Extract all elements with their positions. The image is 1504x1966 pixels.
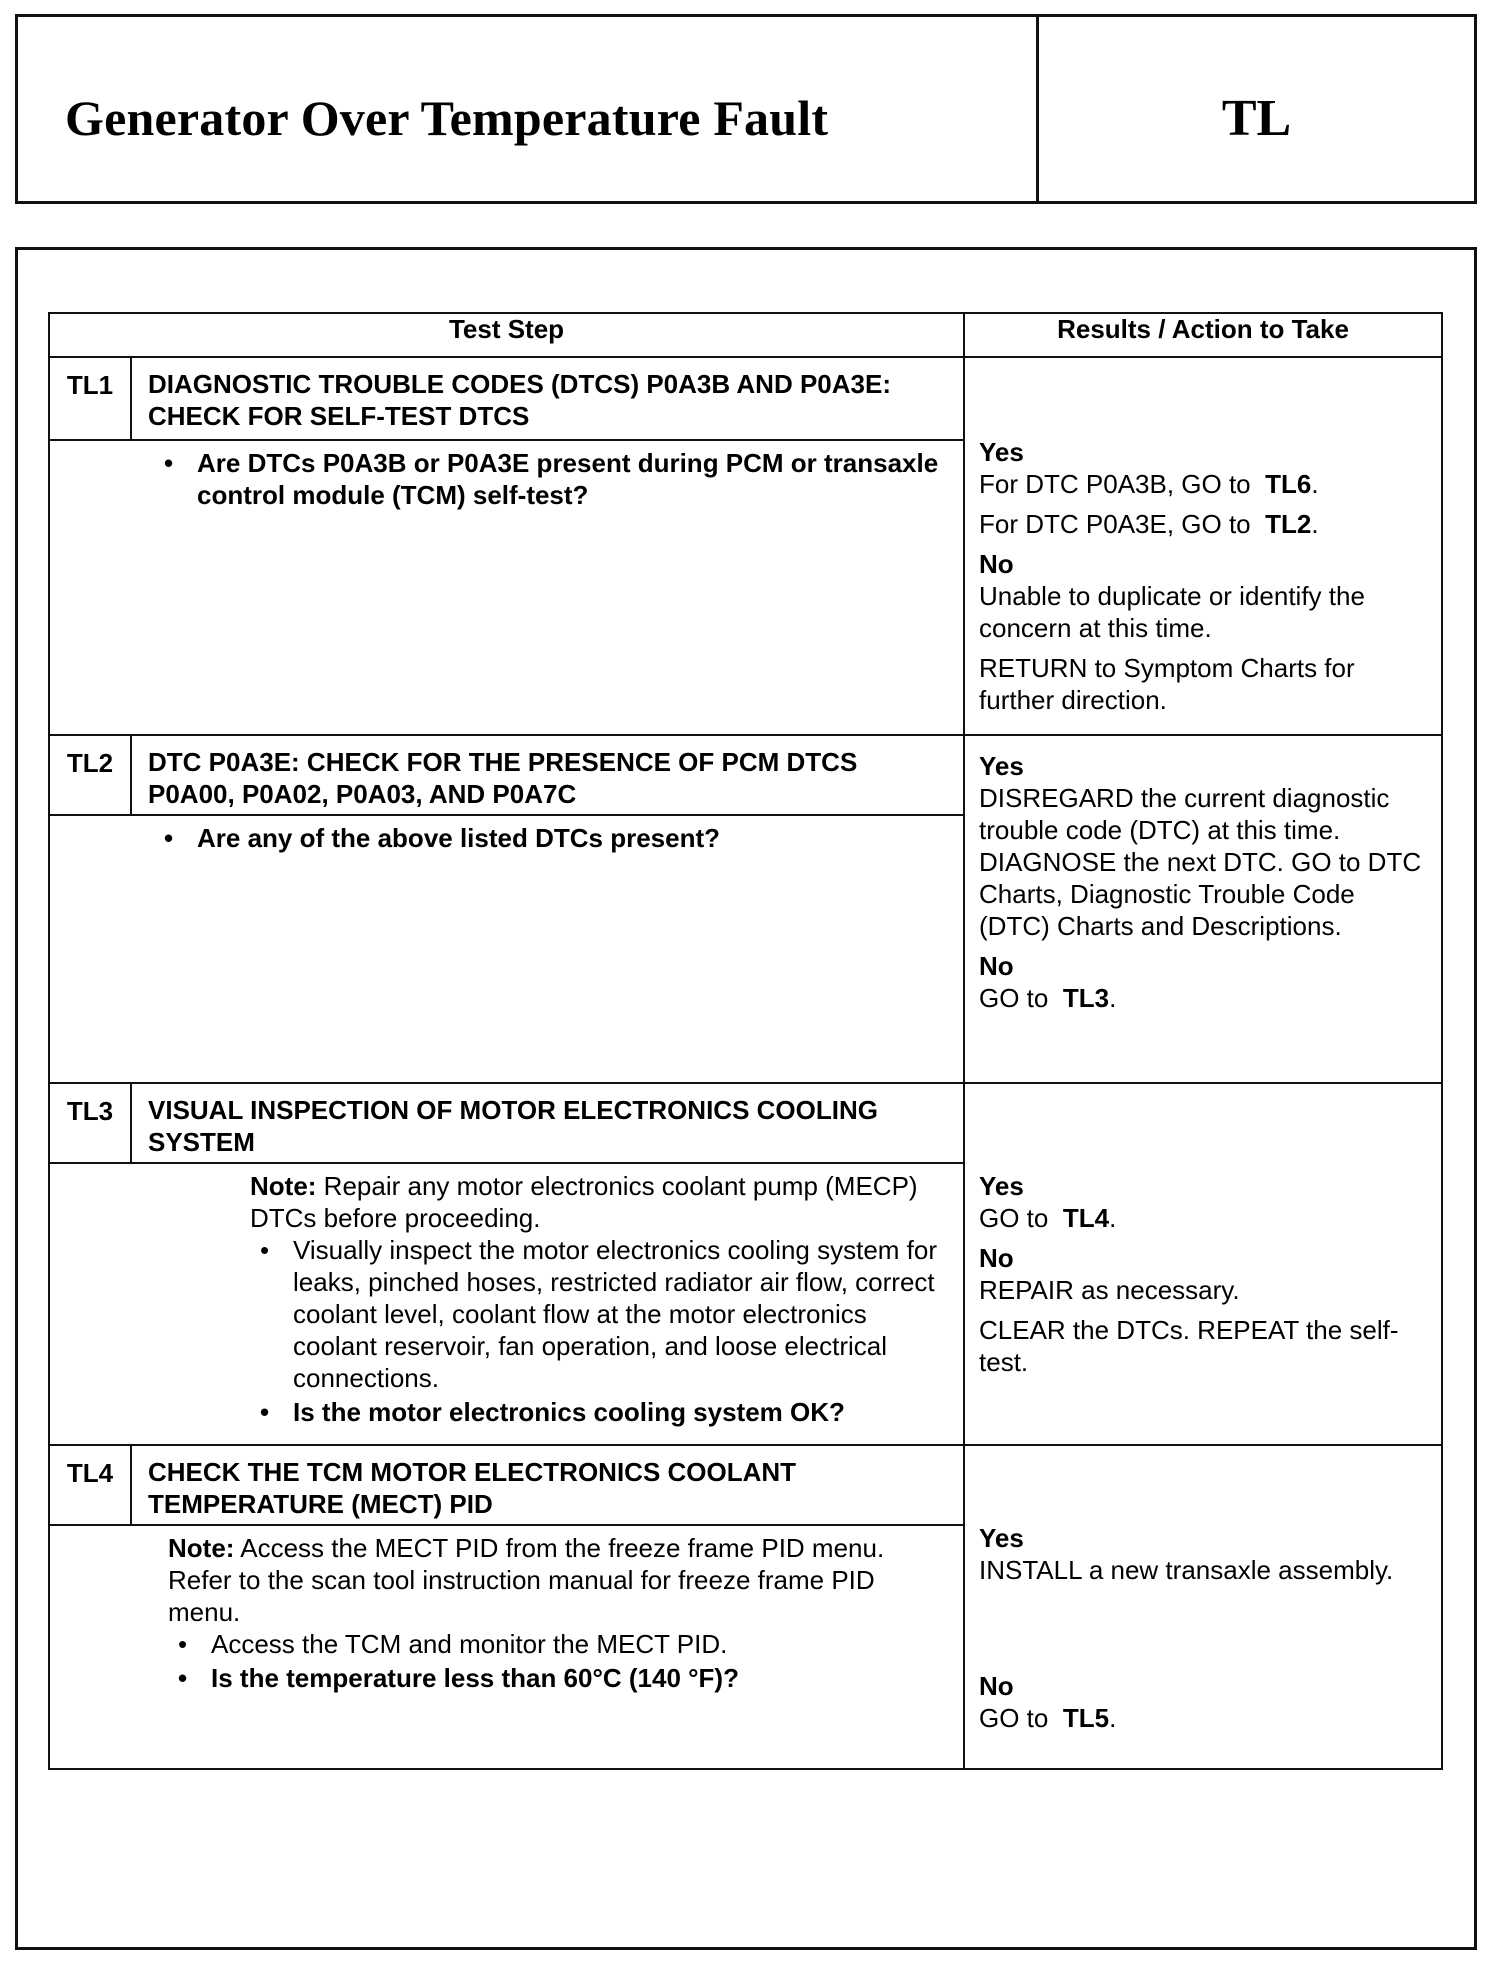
step-title: CHECK THE TCM MOTOR ELECTRONICS COOLANT TEMPERATURE (MECT) PID [131, 1445, 964, 1525]
step-reference: TL6 [1265, 469, 1312, 499]
result-text: For DTC P0A3B, GO to [979, 469, 1251, 499]
step-body [49, 440, 964, 735]
step-question: • Are any of the above listed DTCs present? [154, 822, 945, 854]
yes-label: Yes [979, 751, 1024, 781]
no-label: No [979, 951, 1014, 981]
result-text: GO to [979, 1203, 1049, 1233]
note-label: Note: [168, 1533, 235, 1563]
step-id: TL3 [49, 1083, 131, 1163]
step-title-row [49, 1445, 1442, 1525]
step-results: Yes GO to TL4. No REPAIR as necessary. CLEAR the DTCs. REPEAT the self-test. [964, 1083, 1442, 1445]
step-reference: TL4 [1062, 1203, 1110, 1233]
column-header-results: Results / Action to Take [964, 313, 1442, 357]
result-text: GO to [979, 1703, 1049, 1733]
result-text: RETURN to Symptom Charts for further direction. [979, 653, 1355, 715]
note-text: Repair any motor electronics coolant pump (MECP) DTCs before proceeding. [250, 1171, 918, 1233]
result-text: REPAIR as necessary. [979, 1275, 1240, 1305]
step-body [49, 815, 964, 1083]
step-question: • Are DTCs P0A3B or P0A3E present during PCM or transaxle control module (TCM) self-test? [154, 447, 945, 511]
step-question: • Is the temperature less than 60°C (140 °F)? [168, 1662, 945, 1694]
step-title: DTC P0A3E: CHECK FOR THE PRESENCE OF PCM DTCS P0A00, P0A02, P0A03, AND P0A7C [131, 735, 964, 815]
step-title-row [49, 357, 1442, 440]
step-title-row [49, 735, 1442, 815]
step-reference: TL5 [1062, 1703, 1110, 1733]
step-instruction: • Access the TCM and monitor the MECT PID. [168, 1628, 945, 1660]
result-text: Unable to duplicate or identify the concern at this time. [979, 581, 1365, 643]
result-text: CLEAR the DTCs. REPEAT the self-test. [979, 1315, 1399, 1377]
result-text: INSTALL a new transaxle assembly. [979, 1555, 1394, 1585]
result-text: GO to [979, 983, 1049, 1013]
no-label: No [979, 549, 1014, 579]
page-title: Generator Over Temperature Fault [65, 90, 829, 146]
title-cell [18, 17, 1039, 201]
section-code: TL [1221, 90, 1292, 147]
yes-label: Yes [979, 1171, 1024, 1201]
note-label: Note: [250, 1171, 317, 1201]
step-results: Yes INSTALL a new transaxle assembly. No GO to TL5. [964, 1445, 1442, 1769]
result-text: For DTC P0A3E, GO to [979, 509, 1251, 539]
result-text: DISREGARD the current diagnostic trouble code (DTC) at this time. DIAGNOSE the next DTC. GO to DTC Charts, Diagnostic Trouble Code (DTC) Charts and Descriptions. [979, 783, 1422, 941]
step-id: TL2 [49, 735, 131, 815]
step-title: VISUAL INSPECTION OF MOTOR ELECTRONICS COOLING SYSTEM [131, 1083, 964, 1163]
step-body [49, 1163, 964, 1445]
step-id: TL4 [49, 1445, 131, 1525]
test-steps-table [48, 312, 1443, 1770]
step-reference: TL3 [1062, 983, 1110, 1013]
step-reference: TL2 [1265, 509, 1312, 539]
no-label: No [979, 1243, 1014, 1273]
title-box [15, 14, 1477, 204]
yes-label: Yes [979, 437, 1024, 467]
step-body [49, 1525, 964, 1769]
step-results: Yes DISREGARD the current diagnostic trouble code (DTC) at this time. DIAGNOSE the next DTC. GO to DTC Charts, Diagnostic Trouble Code (DTC) Charts and Descriptions. No GO to TL3. [964, 735, 1442, 1083]
step-question: • Is the motor electronics cooling system OK? [250, 1396, 945, 1428]
no-label: No [979, 1671, 1014, 1701]
column-header-test-step: Test Step [49, 313, 964, 357]
step-instruction: • Visually inspect the motor electronics cooling system for leaks, pinched hoses, restricted radiator air flow, correct coolant level, coolant flow at the motor electronics coolant reservoir, fan operation, and loose electrical connections. [250, 1234, 945, 1394]
step-title-row [49, 1083, 1442, 1163]
note-text: Access the MECT PID from the freeze frame PID menu. Refer to the scan tool instruction manual for freeze frame PID menu. [168, 1533, 885, 1627]
step-title: DIAGNOSTIC TROUBLE CODES (DTCS) P0A3B AND P0A3E: CHECK FOR SELF-TEST DTCS [131, 357, 964, 440]
step-results: Yes For DTC P0A3B, GO to TL6. For DTC P0A3E, GO to TL2. No Unable to duplicate or identify the concern at this time. RETURN to Symptom Charts for further direction. [964, 357, 1442, 735]
table-header-row [49, 313, 1442, 357]
yes-label: Yes [979, 1523, 1024, 1553]
step-id: TL1 [49, 357, 131, 440]
